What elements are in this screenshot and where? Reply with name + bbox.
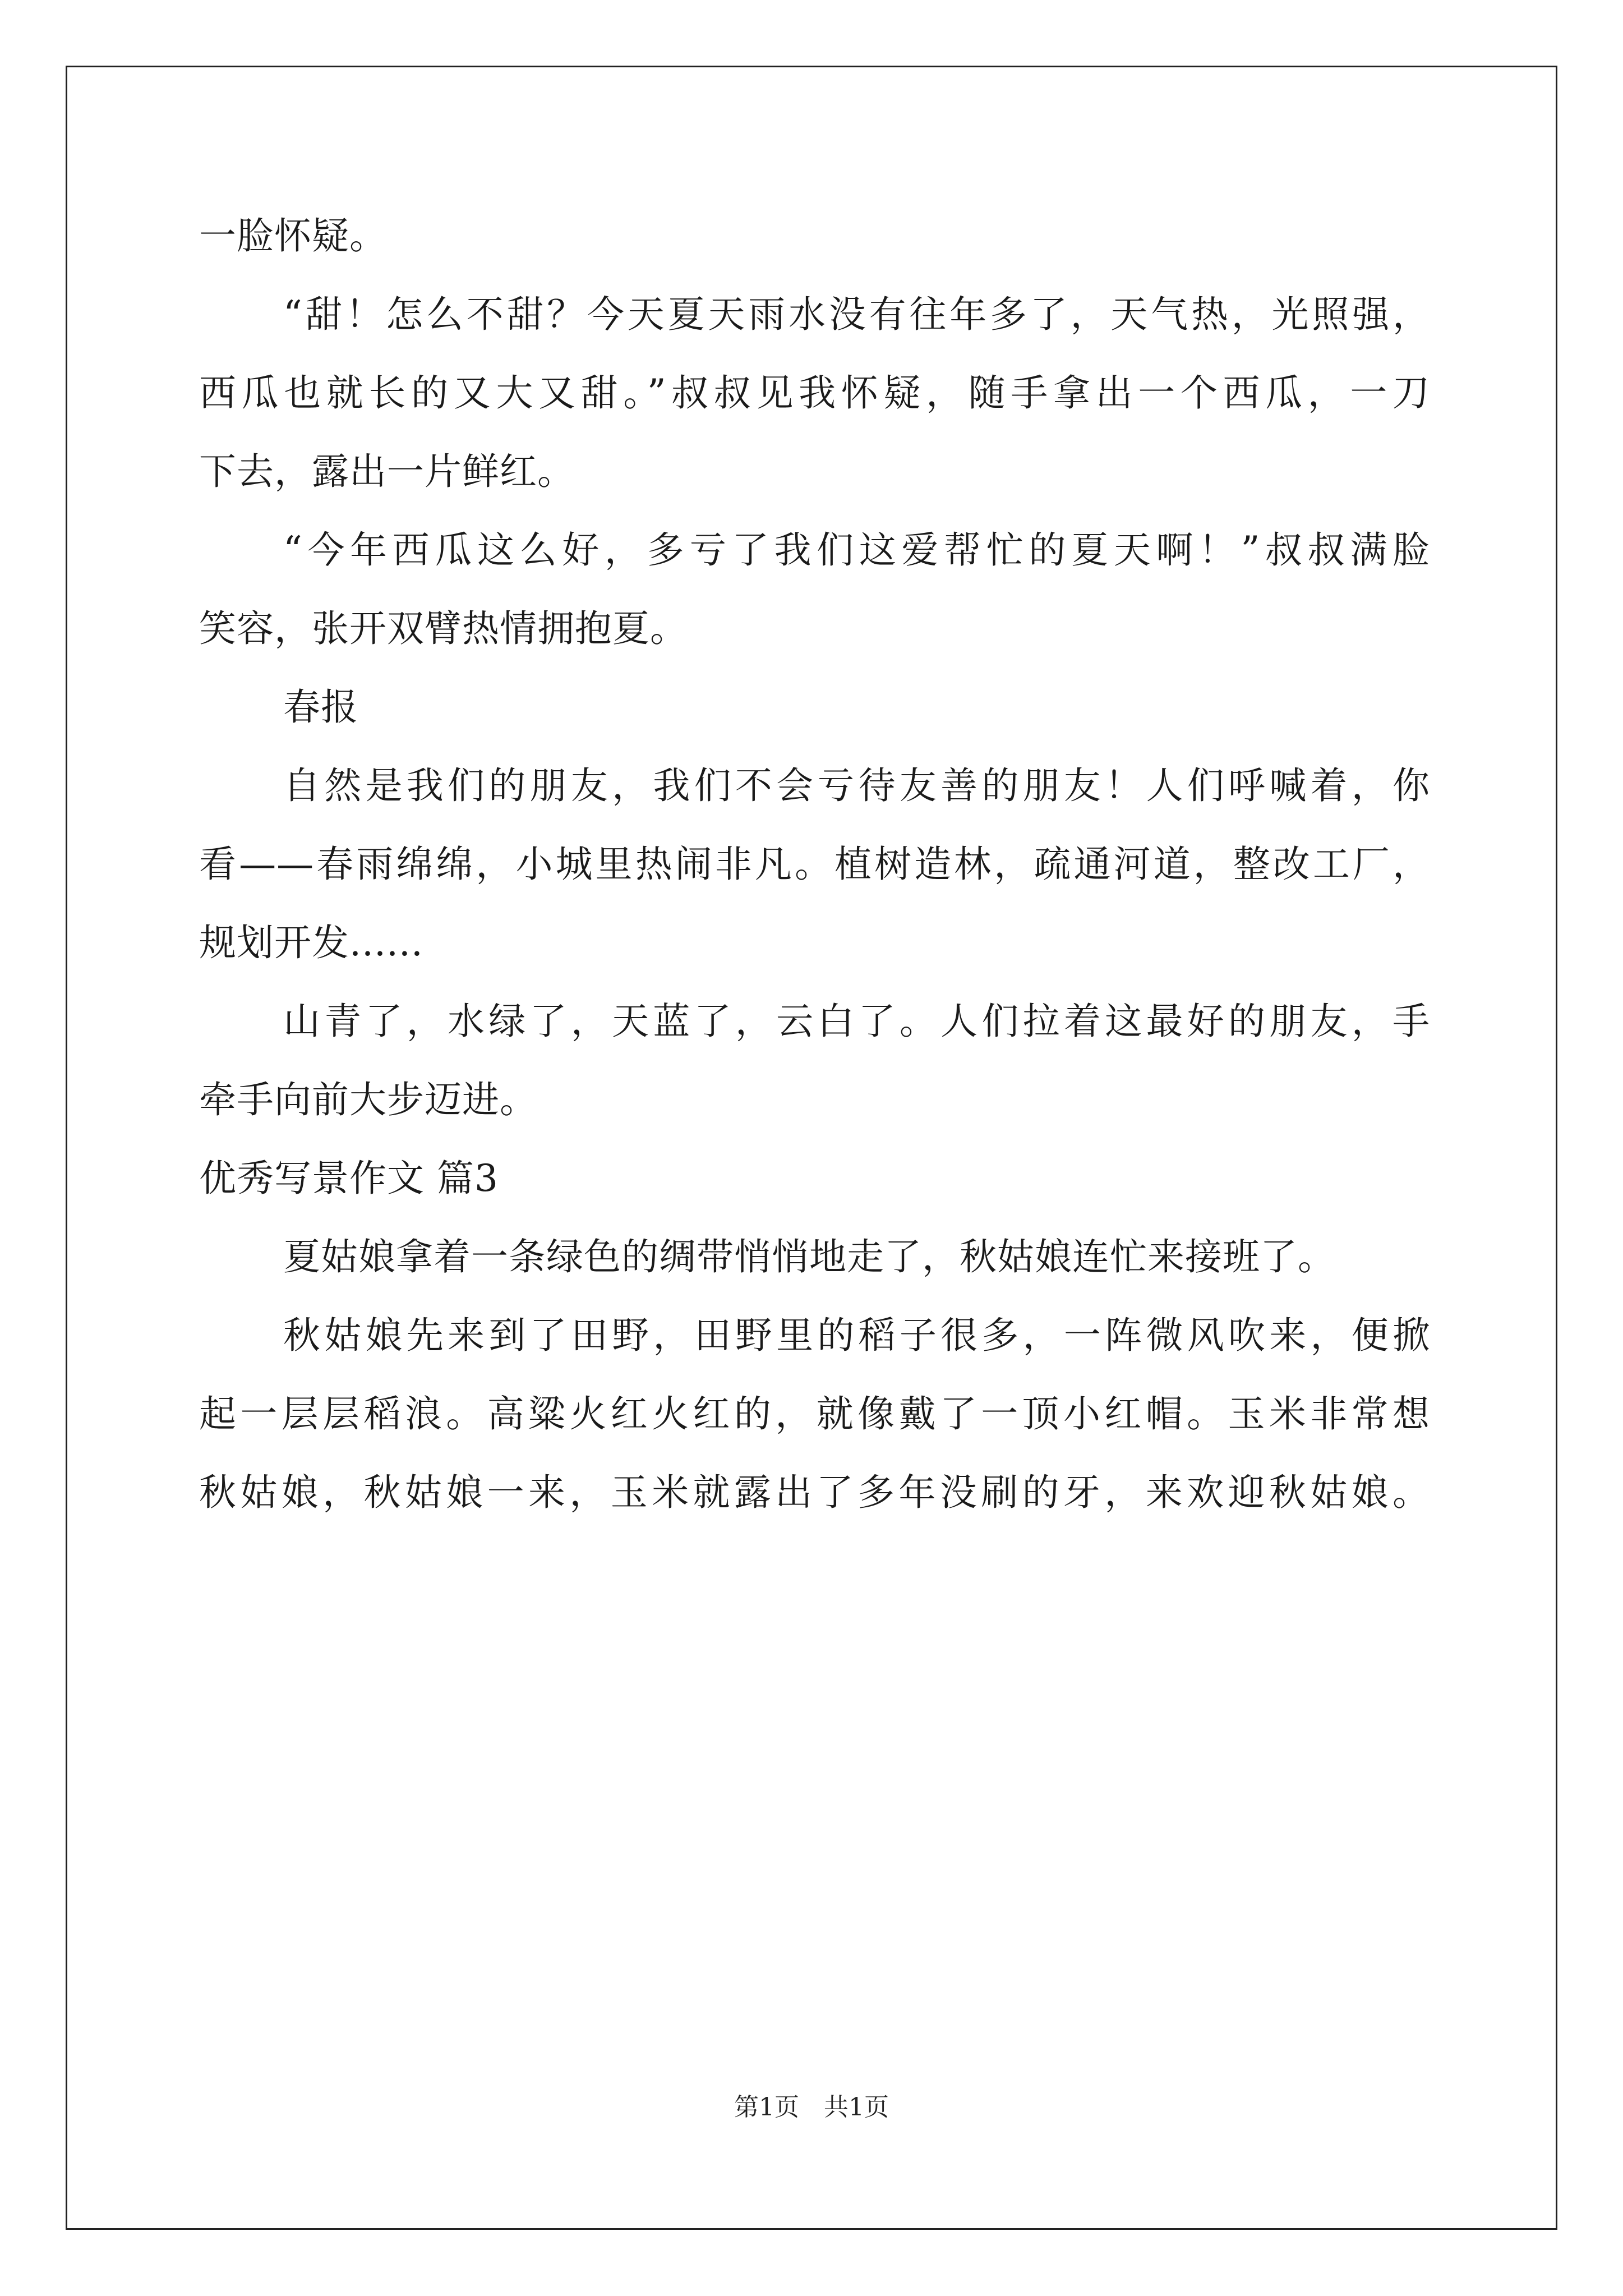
paragraph-line: 笑容，张开双臂热情拥抱夏。 [199, 607, 688, 650]
paragraph-line: 牵手向前大步迈进。 [199, 1078, 537, 1121]
paragraph-line: 山青了，水绿了，天蓝了，云白了。人们拉着这最好的朋友，手 [283, 1000, 1430, 1043]
paragraph-line: 起一层层稻浪。高粱火红火红的，就像戴了一顶小红帽。玉米非常想 [199, 1392, 1430, 1435]
paragraph-line: “今年西瓜这么好，多亏了我们这爱帮忙的夏天啊！”叔叔满脸 [283, 528, 1430, 572]
paragraph-line: 西瓜也就长的又大又甜。”叔叔见我怀疑，随手拿出一个西瓜，一刀 [199, 371, 1430, 415]
paragraph-line: 秋姑娘先来到了田野，田野里的稻子很多，一阵微风吹来，便掀 [283, 1314, 1430, 1357]
paragraph-line: 自然是我们的朋友，我们不会亏待友善的朋友！人们呼喊着，你 [283, 764, 1430, 807]
paragraph-line: 一脸怀疑。 [199, 214, 387, 257]
paragraph-line: 规划开发...... [199, 921, 423, 964]
paragraph-line: 夏姑娘拿着一条绿色的绸带悄悄地走了，秋姑娘连忙来接班了。 [283, 1235, 1335, 1278]
paragraph-line: 秋姑娘，秋姑娘一来，玉米就露出了多年没刷的牙，来欢迎秋姑娘。 [199, 1471, 1430, 1514]
section-subtitle: 春报 [283, 685, 358, 729]
paragraph-line: 下去，露出一片鲜红。 [199, 450, 575, 493]
section-heading: 优秀写景作文 篇3 [199, 1157, 499, 1200]
page-footer: 第1页 共1页 [734, 2093, 889, 2122]
paragraph-line: 看——春雨绵绵，小城里热闹非凡。植树造林，疏通河道，整改工厂， [199, 843, 1430, 886]
paragraph-line: “甜！怎么不甜？今天夏天雨水没有往年多了，天气热，光照强， [283, 293, 1430, 336]
